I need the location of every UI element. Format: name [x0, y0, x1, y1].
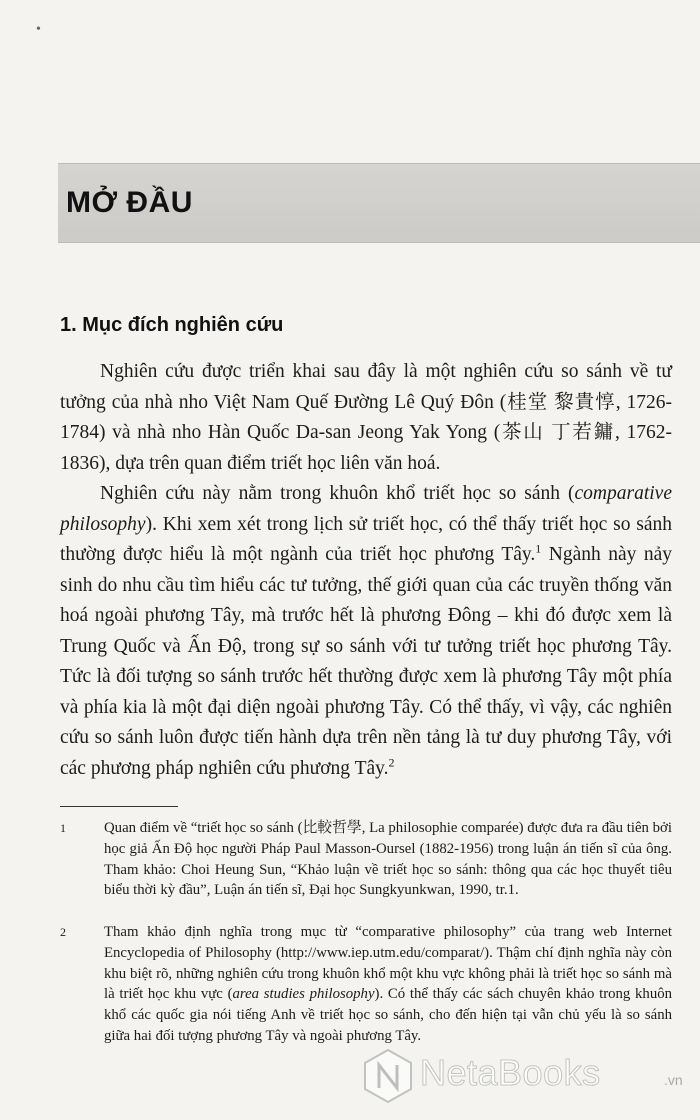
- footnote-2-number: 2: [60, 925, 66, 939]
- paragraph-2-text-b: ). Khi xem xét trong lịch sử triết học, có thể thấy triết học so sánh thường được hiểu là một ngành của triết học phương Tây.: [60, 513, 672, 565]
- section-heading: 1. Mục đích nghiên cứu: [60, 314, 284, 336]
- chapter-banner: [58, 163, 700, 243]
- paragraph-1: Nghiên cứu được triển khai sau đây là một nghiên cứu so sánh về tư tưởng của nhà nho Việt Nam Quế Đường Lê Quý Đôn (桂堂 黎貴惇, 1726-1784) và nhà nho Hàn Quốc Da-san Jeong Yak Yong (茶山 丁若鏞, 1762-1836), dựa trên quan điểm triết học liên văn hoá.: [60, 361, 672, 474]
- footnote-2-text-b: ). Có thể thấy các sách chuyên khảo trong khuôn khổ các quốc gia nói tiếng Anh về triết học so sánh, cho đến hiện tại vẫn chủ yếu là so sánh giữa hai đối tượng phương Tây và ngoài phương Tây.: [104, 986, 673, 1044]
- watermark-suffix: .vn: [664, 1072, 683, 1088]
- paragraph-2: [60, 479, 672, 784]
- footnote-2-text-a: Tham khảo định nghĩa trong mục từ “comparative philosophy” của trang web Internet Encyclopedia of Philosophy (http://www.iep.utm.edu/comparat/). Thậm chí định nghĩa này còn khu biệt rõ, những nghiên cứu trong khuôn khổ một khu vực không phải là triết học so sánh mà là triết học khu vực (: [104, 924, 672, 1003]
- footnote-2-italic-term: area studies philosophy: [232, 986, 375, 1003]
- footnote-1-text: Quan điểm về “triết học so sánh (比較哲學, La philosophie comparée) được đưa ra đầu tiên bởi học giả Ấn Độ học người Pháp Paul Masson-Oursel (1882-1956) trong luận án tiến sĩ của ông. Tham khảo: Choi Heung Sun, “Khảo luận về triết học so sánh: thông qua các học thuyết tiêu biểu thời kỳ đầu”, Luận án tiến sĩ, Đại học Sungkyunkwan, 1990, tr.1.: [104, 820, 672, 899]
- footnote-divider: [60, 806, 178, 807]
- footnote-ref-2[interactable]: 2: [388, 755, 395, 769]
- paragraph-2-italic-term: comparative philosophy: [60, 483, 672, 535]
- page-corner-mark: •: [36, 22, 41, 37]
- netabooks-logo-icon: [362, 1048, 414, 1104]
- footnote-1: [60, 818, 672, 901]
- footnote-2: [60, 922, 672, 1047]
- paragraph-2-text-c: Ngành này nảy sinh do nhu cầu tìm hiểu các tư tưởng, thế giới quan của các truyền thống văn hoá ngoài phương Tây, mà trước hết là phương Đông – khi đó được xem là Trung Quốc và Ấn Độ, trong sự so sánh với tư tưởng triết học phương Tây. Tức là đối tượng so sánh trước hết thường được xem là phương Tây một phía và phía kia là một đại diện ngoài phương Tây. Có thể thấy, vì vậy, các nghiên cứu so sánh luôn được tiến hành dựa trên nền tảng là tư duy phương Tây, với các phương pháp nghiên cứu phương Tây.: [60, 544, 672, 779]
- paragraph-2-text-a: Nghiên cứu này nằm trong khuôn khổ triết học so sánh (: [100, 483, 575, 504]
- publisher-watermark: [362, 1046, 700, 1106]
- chapter-title: MỞ ĐẦU: [66, 186, 193, 219]
- footnote-2-text: [104, 922, 672, 1047]
- footnote-1-number: 1: [60, 821, 66, 835]
- footnote-ref-1[interactable]: 1: [535, 541, 542, 556]
- watermark-text: NetaBooks: [420, 1052, 601, 1093]
